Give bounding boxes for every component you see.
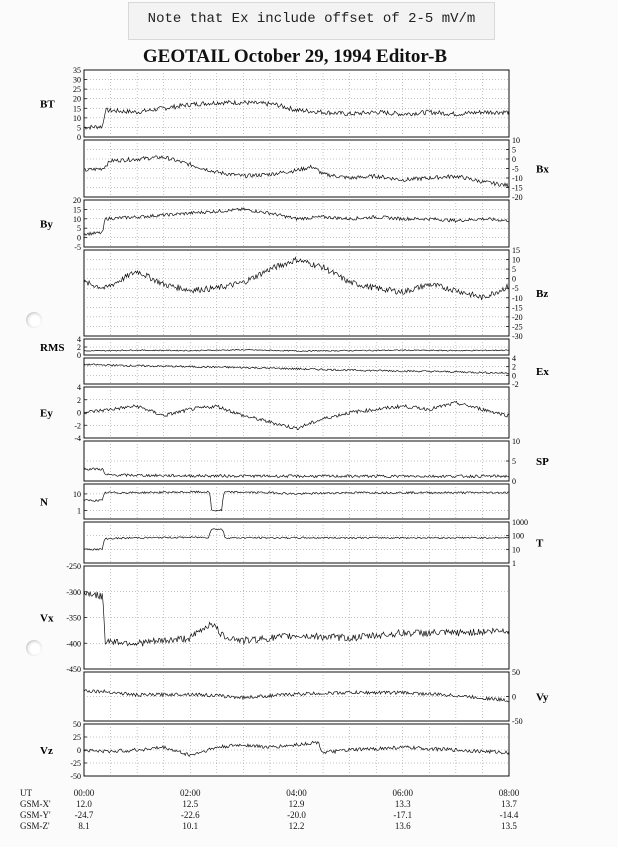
y-tick-label: 10 [512, 437, 520, 446]
y-tick-label: -15 [512, 183, 523, 193]
panel-label-ex: Ex [536, 366, 549, 378]
y-tick-label: 0 [512, 155, 516, 164]
panel-label-ey: Ey [40, 407, 53, 420]
panel-label-vy: Vy [536, 691, 549, 704]
x-tick-label: 06:00 [392, 788, 413, 798]
footer-value: 12.9 [288, 799, 305, 809]
y-tick-label: -400 [66, 639, 81, 649]
y-tick-label: -20 [512, 193, 523, 202]
footer-value: -24.7 [74, 810, 94, 820]
panel-label-bt: BT [40, 98, 55, 111]
panel-t [84, 518, 544, 568]
panel-rms [40, 335, 509, 360]
y-tick-label: -450 [66, 665, 81, 674]
footer-value: -14.4 [499, 810, 519, 820]
y-tick-label: 20 [73, 94, 81, 104]
y-tick-label: -2 [74, 421, 81, 431]
x-tick-label: 02:00 [179, 788, 201, 798]
footer-row-label: GSM-Y' [20, 810, 51, 820]
y-tick-label: 0 [77, 133, 81, 142]
y-tick-label: 5 [77, 123, 81, 133]
y-tick-label: -250 [66, 562, 81, 571]
y-tick-label: 100 [512, 531, 524, 541]
panel-vx [40, 562, 509, 674]
panel-ex [84, 354, 549, 389]
y-tick-label: 5 [512, 145, 516, 155]
y-tick-label: 15 [512, 246, 520, 255]
y-tick-label: -25 [512, 322, 523, 332]
x-tick-label: 00:00 [73, 788, 95, 798]
y-tick-label: 10 [512, 545, 520, 555]
footer-value: -17.1 [393, 810, 413, 820]
y-tick-label: 25 [73, 733, 81, 742]
panel-label-vx: Vx [40, 612, 54, 625]
footer-value: 13.3 [394, 799, 411, 809]
y-tick-label: 10 [73, 113, 81, 123]
orbit-footer [0, 784, 618, 834]
footer-value: 12.5 [182, 799, 199, 809]
y-tick-label: 0 [512, 274, 516, 284]
panel-bx [84, 136, 549, 202]
panel-n [40, 484, 509, 519]
footer-value: 12.0 [76, 799, 92, 809]
footer-value: -20.0 [287, 810, 306, 820]
y-tick-label: -5 [512, 284, 519, 294]
footer-row-label: GSM-X' [20, 799, 51, 809]
y-tick-label: -5 [512, 164, 519, 174]
y-tick-label: -2 [512, 380, 519, 389]
y-tick-label: 5 [77, 224, 81, 234]
y-tick-label: 2 [77, 395, 81, 405]
panel-bz [84, 246, 548, 341]
y-tick-label: 15 [73, 104, 81, 114]
y-tick-label: 2 [512, 362, 516, 372]
panel-label-sp: SP [536, 456, 549, 468]
y-tick-label: 0 [512, 692, 516, 702]
y-tick-label: 50 [73, 720, 81, 729]
footer-value: -22.6 [180, 810, 200, 820]
panel-label-vz: Vz [40, 745, 53, 757]
y-tick-label: -10 [512, 293, 523, 303]
footer-value: 8.1 [78, 821, 90, 831]
y-tick-label: -4 [74, 434, 81, 443]
y-tick-label: 1 [512, 559, 516, 568]
chart-title: GEOTAIL October 29, 1994 Editor-B [142, 46, 448, 67]
panel-frame [84, 484, 509, 519]
y-tick-label: 4 [512, 354, 516, 363]
note-text: Note that Ex include offset of 2-5 mV/m [147, 11, 476, 27]
y-tick-label: 15 [73, 205, 81, 215]
y-tick-label: 0 [77, 233, 81, 243]
footer-value: 13.5 [501, 821, 517, 831]
footer-row-label: GSM-Z' [20, 821, 50, 831]
footer-value: 13.7 [501, 799, 517, 809]
y-tick-label: 20 [73, 196, 81, 205]
y-tick-label: -300 [66, 587, 81, 597]
panel-label-by: By [40, 218, 53, 231]
y-tick-label: -25 [70, 759, 81, 768]
y-tick-label: 1000 [512, 518, 528, 527]
y-tick-label: 2 [77, 343, 81, 352]
y-tick-label: 10 [512, 255, 520, 265]
y-tick-label: 10 [73, 214, 81, 224]
y-tick-label: 4 [77, 383, 81, 392]
y-tick-label: 50 [512, 668, 520, 677]
y-tick-label: -350 [66, 613, 81, 623]
y-tick-label: 0 [512, 371, 516, 381]
y-tick-label: -20 [512, 312, 523, 322]
y-tick-label: -30 [512, 332, 523, 341]
panel-by [40, 196, 509, 252]
y-tick-label: 0 [77, 351, 81, 360]
y-tick-label: -10 [512, 174, 523, 183]
panel-label-t: T [536, 537, 544, 550]
y-tick-label: 0 [512, 477, 516, 486]
footer-value: 10.1 [182, 821, 199, 831]
panel-bt [40, 66, 509, 142]
panel-ey [40, 383, 509, 443]
y-tick-label: 35 [73, 66, 81, 75]
panel-vy [84, 668, 549, 726]
y-tick-label: 30 [73, 75, 81, 85]
y-tick-label: -50 [70, 772, 81, 781]
y-tick-label: -50 [512, 717, 523, 726]
y-tick-label: -15 [512, 303, 523, 313]
panel-label-bz: Bz [536, 288, 549, 300]
panel-label-bx: Bx [536, 163, 549, 176]
footer-value: 12.2 [288, 821, 305, 831]
panel-label-rms: RMS [40, 342, 65, 354]
y-tick-label: 5 [512, 457, 516, 466]
x-tick-label: 08:00 [498, 788, 520, 798]
panel-sp [84, 437, 549, 486]
y-tick-label: -5 [74, 243, 81, 252]
y-tick-label: 4 [77, 335, 81, 344]
panel-vz [40, 720, 509, 781]
footer-row-label: UT [20, 788, 32, 798]
footer-value: 13.6 [394, 821, 411, 831]
y-tick-label: 10 [73, 489, 81, 499]
y-tick-label: 10 [512, 136, 520, 145]
x-tick-label: 04:00 [286, 788, 307, 798]
y-tick-label: 0 [77, 408, 81, 418]
y-tick-label: 1 [77, 506, 81, 516]
y-tick-label: 25 [73, 85, 81, 95]
panel-label-n: N [40, 496, 48, 509]
y-tick-label: 5 [512, 265, 516, 275]
y-tick-label: 0 [77, 746, 81, 755]
